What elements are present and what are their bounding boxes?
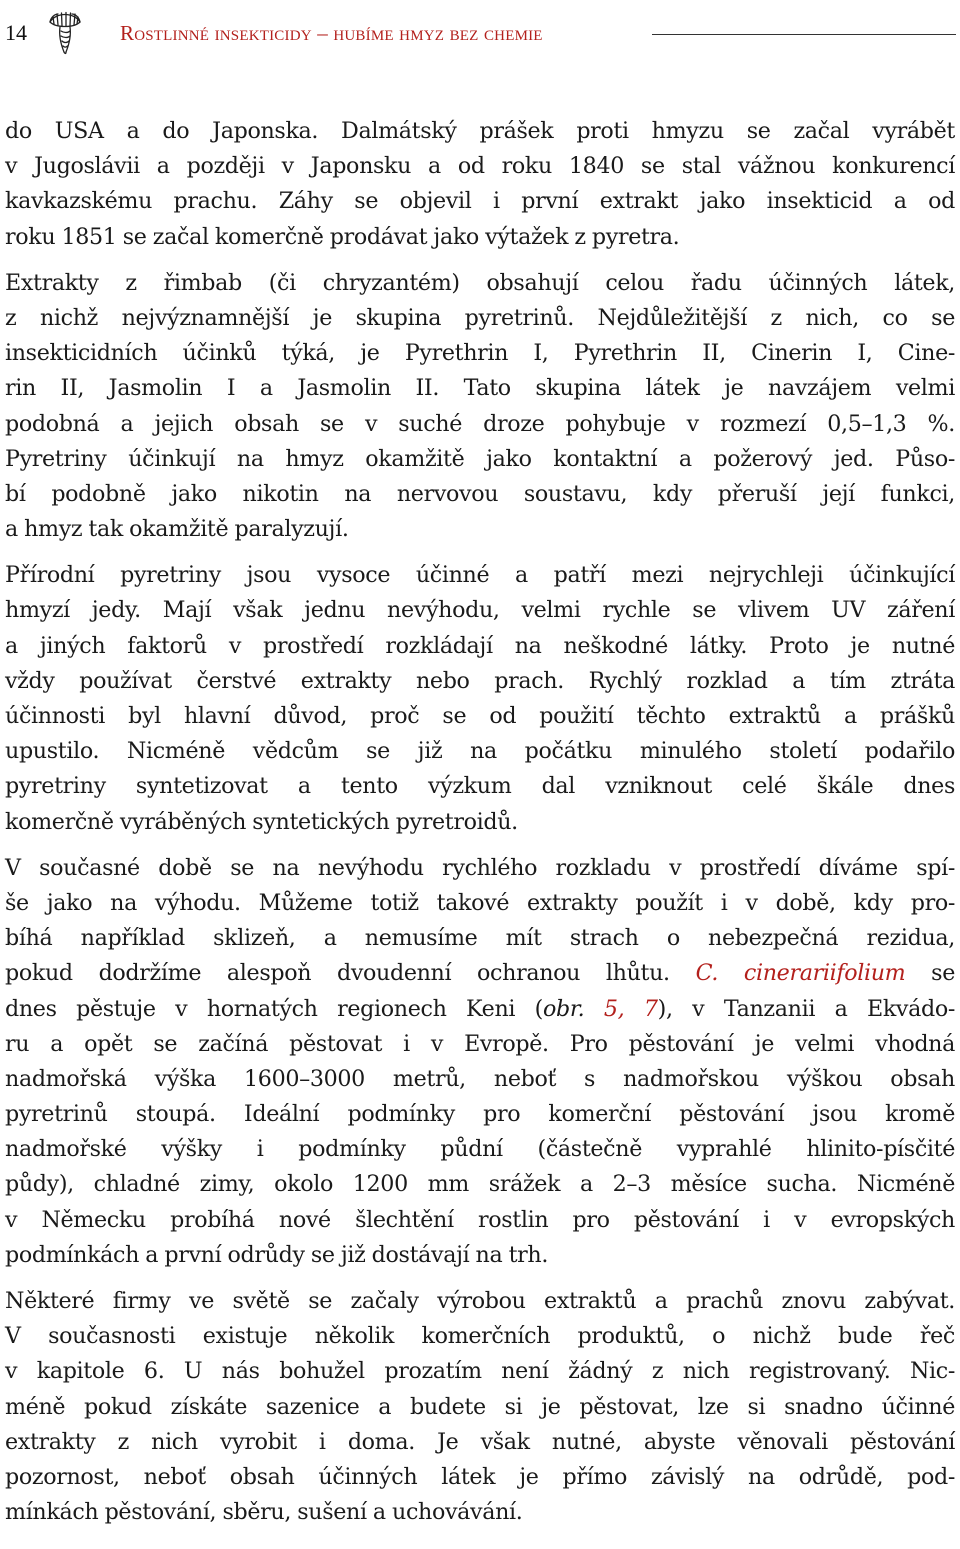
text-line: upustilo. Nicméně vědcům se již na počátku minulého století podařilo [5,738,955,765]
text-line: nadmořská výška 1600–3000 metrů, neboť s nadmořskou výškou obsah [5,1065,955,1092]
paragraph-1 [5,114,955,255]
text-line [5,956,955,991]
text-line: půdy), chladné zimy, okolo 1200 mm srážek a 2–3 měsíce sucha. Nicméně [5,1171,955,1198]
text-segment: dnes pěstuje v hornatých regionech Keni ( [5,995,543,1022]
figure-ref-label: obr. [542,995,585,1022]
text-line: vždy používat čerstvé extrakty nebo prach. Rychlý rozklad a tím ztráta [5,667,955,694]
text-line: Přírodní pyretriny jsou vysoce účinné a patří mezi nejrychleji účinkující [5,562,955,589]
paragraph-5 [5,1284,955,1530]
text-line: podobná a jejich obsah se v suché droze pohybuje v rozmezí 0,5–1,3 %. [5,410,955,437]
text-line: nadmořské výšky i podmínky půdní (částečně vyprahlé hlinito-písčité [5,1136,955,1163]
text-line: bíhá například sklizeň, a nemusíme mít strach o nebezpečná rezidua, [5,925,955,952]
page-number: 14 [5,20,27,45]
text-line: méně pokud získáte sazenice a budete si je pěstovat, lze si snadno účinné [5,1393,955,1420]
text-line: Extrakty z řimbab (či chryzantém) obsahují celou řadu účinných látek, [5,269,955,296]
text-line: bí podobně jako nikotin na nervovou soustavu, kdy přeruší její funkci, [5,480,955,507]
text-line: mínkách pěstování, sběru, sušení a uchovávání. [5,1499,523,1526]
paragraph-4 [5,851,955,1273]
text-line: a jiných faktorů v prostředí rozkládají na neškodné látky. Proto je nutné [5,632,955,659]
text-line: a hmyz tak okamžitě paralyzují. [5,516,349,543]
chrysanthemum-flower-icon [42,8,88,56]
text-line: roku 1851 se začal komerčně prodávat jako výtažek z pyretra. [5,223,680,250]
header-rule [652,34,956,35]
text-line: kavkazskému prachu. Záhy se objevil i první extrakt jako insekticid a od [5,188,955,215]
text-segment: pokud dodržíme alespoň dvoudenní ochranou lhůtu. [5,960,696,987]
body-text [5,114,955,1541]
paragraph-2 [5,266,955,548]
text-segment: ), v Tanzanii a Ekvádo- [657,995,955,1022]
text-line: v Německu probíhá nové šlechtění rostlin pro pěstování i v evropských [5,1206,955,1233]
text-line: V současnosti existuje několik komerčních produktů, o nichž bude řeč [5,1323,955,1350]
text-line: pyretrinů stoupá. Ideální podmínky pro komerční pěstování jsou kromě [5,1101,955,1128]
text-line: rin II, Jasmolin I a Jasmolin II. Tato skupina látek je navzájem velmi [5,375,955,402]
text-line: pozornost, neboť obsah účinných látek je přímo závislý na odrůdě, pod- [5,1463,955,1490]
text-line: V současné době se na nevýhodu rychlého rozkladu v prostředí díváme spí- [5,854,955,881]
text-segment: se [905,960,955,987]
text-line: podmínkách a první odrůdy se již dostávají na trh. [5,1241,549,1268]
text-line: Pyretriny účinkují na hmyz okamžitě jako kontaktní a požerový jed. Půso- [5,445,955,472]
figure-ref-numbers: 5, 7 [584,995,658,1022]
text-line: extrakty z nich vyrobit i doma. Je však nutné, abyste věnovali pěstování [5,1428,955,1455]
text-line: Některé firmy ve světě se začaly výrobou extraktů a prachů znovu zabývat. [5,1288,955,1314]
text-line: účinnosti byl hlavní důvod, proč se od použití těchto extraktů a prášků [5,703,955,729]
text-line: z nichž nejvýznamnější je skupina pyretrinů. Nejdůležitější z nich, co se [5,304,955,331]
text-line: v kapitole 6. U nás bohužel prozatím není žádný z nich registrovaný. Nic- [5,1358,955,1385]
text-line: še jako na výhodu. Můžeme totiž takové extrakty použít i v době, kdy pro- [5,889,955,916]
text-line: insekticidních účinků týká, je Pyrethrin I, Pyrethrin II, Cinerin I, Cine- [5,340,955,367]
text-line: do USA a do Japonska. Dalmátský prášek proti hmyzu se začal vyrábět [5,118,955,144]
species-name: C. cinerariifolium [695,960,906,987]
text-line: komerčně vyráběných syntetických pyretroidů. [5,808,518,835]
text-line [5,992,955,1027]
text-line: v Jugoslávii a později v Japonsku a od roku 1840 se stal vážnou konkurencí [5,153,955,180]
text-line: ru a opět se začíná pěstovat i v Evropě. Pro pěstování je velmi vhodná [5,1030,955,1057]
text-line: pyretriny syntetizovat a tento výzkum dal vzniknout celé škále dnes [5,773,955,800]
running-title: Rostlinné insekticidy – hubíme hmyz bez chemie [120,21,543,45]
text-line: hmyzí jedy. Mají však jednu nevýhodu, velmi rychle se vlivem UV záření [5,597,955,624]
paragraph-3 [5,558,955,840]
page-header [0,8,960,56]
